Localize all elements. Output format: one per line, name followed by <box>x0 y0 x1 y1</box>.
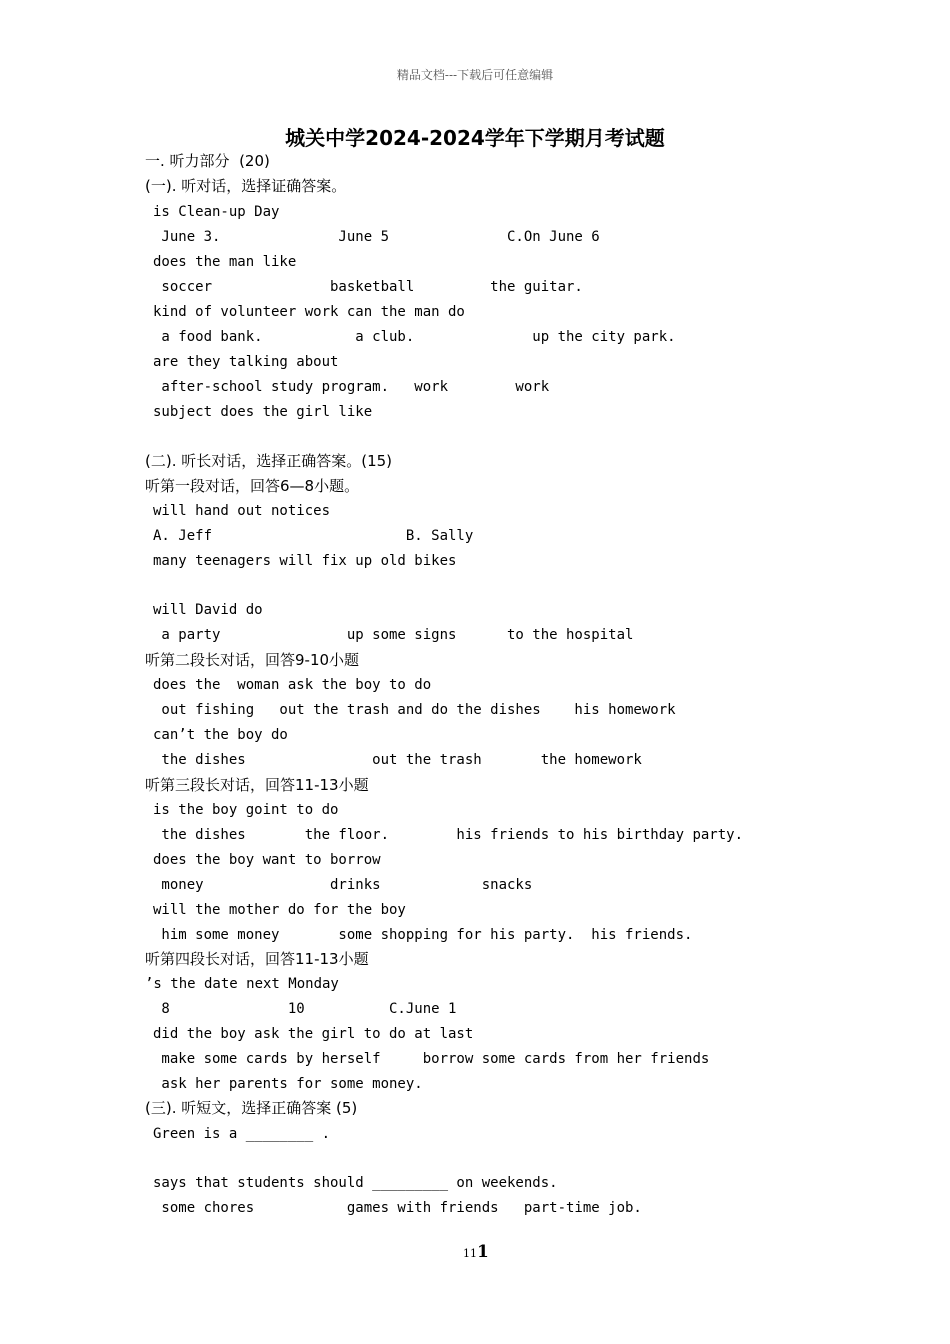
text-line: (三). 听短文，选择正确答案 (5) <box>145 1099 358 1117</box>
text-line: is the boy goint to do <box>153 802 339 818</box>
text-line: kind of volunteer work can the man do <box>153 304 465 320</box>
text-line: does the boy want to borrow <box>153 852 381 868</box>
text-line: June 3. June 5 C.On June 6 <box>153 229 600 245</box>
text-line: out fishing out the trash and do the dishes his homework <box>153 702 676 718</box>
text-line: is Clean-up Day <box>153 204 280 220</box>
text-line: A. Jeff B. Sally <box>153 528 474 544</box>
text-line: a food bank. a club. up the city park. <box>153 329 676 345</box>
text-line: 8 10 C.June 1 <box>153 1001 457 1017</box>
text-line: can’t the boy do <box>153 727 288 743</box>
text-line: him some money some shopping for his party. his friends. <box>153 927 693 943</box>
page-number-big: 1 <box>477 1242 489 1262</box>
text-line: the dishes the floor. his friends to his birthday party. <box>153 827 744 843</box>
text-line: will the mother do for the boy <box>153 902 406 918</box>
text-line: are they talking about <box>153 354 339 370</box>
text-line: 听第三段长对话，回答11-13小题 <box>145 776 369 794</box>
text-line: 听第一段对话，回答6—8小题。 <box>145 477 360 495</box>
text-line: 听第二段长对话，回答9-10小题 <box>145 651 360 669</box>
page-header: 精品文档---下载后可任意编辑 <box>396 68 554 82</box>
text-line: ’s the date next Monday <box>145 976 339 992</box>
text-line: Green is a ________ . <box>153 1126 331 1142</box>
text-line: (二). 听长对话，选择正确答案。(15) <box>145 452 393 470</box>
text-line: subject does the girl like <box>153 404 373 420</box>
text-line: says that students should _________ on weekends. <box>153 1175 558 1191</box>
text-line: money drinks snacks <box>153 877 533 893</box>
text-line: after-school study program. work work <box>153 379 550 395</box>
text-line: 一. 听力部分 (20) <box>145 152 270 170</box>
text-line: make some cards by herself borrow some cards from her friends <box>153 1051 710 1067</box>
text-line: did the boy ask the girl to do at last <box>153 1026 474 1042</box>
page-number-small: 11 <box>463 1247 477 1260</box>
text-line: (一). 听对话，选择证确答案。 <box>145 177 347 195</box>
text-line: does the man like <box>153 254 297 270</box>
text-line: 听第四段长对话，回答11-13小题 <box>145 950 369 968</box>
exam-title: 城关中学2024-2024学年下学期月考试题 <box>285 126 665 150</box>
text-line: many teenagers will fix up old bikes <box>153 553 457 569</box>
text-line: does the woman ask the boy to do <box>153 677 432 693</box>
text-line: some chores games with friends part-time job. <box>153 1200 642 1216</box>
text-line: will hand out notices <box>153 503 331 519</box>
text-line: the dishes out the trash the homework <box>153 752 642 768</box>
text-line: ask her parents for some money. <box>153 1076 423 1092</box>
page-number <box>463 1242 489 1262</box>
text-line: will David do <box>153 602 263 618</box>
text-line: a party up some signs to the hospital <box>153 627 634 643</box>
text-line: soccer basketball the guitar. <box>153 279 583 295</box>
